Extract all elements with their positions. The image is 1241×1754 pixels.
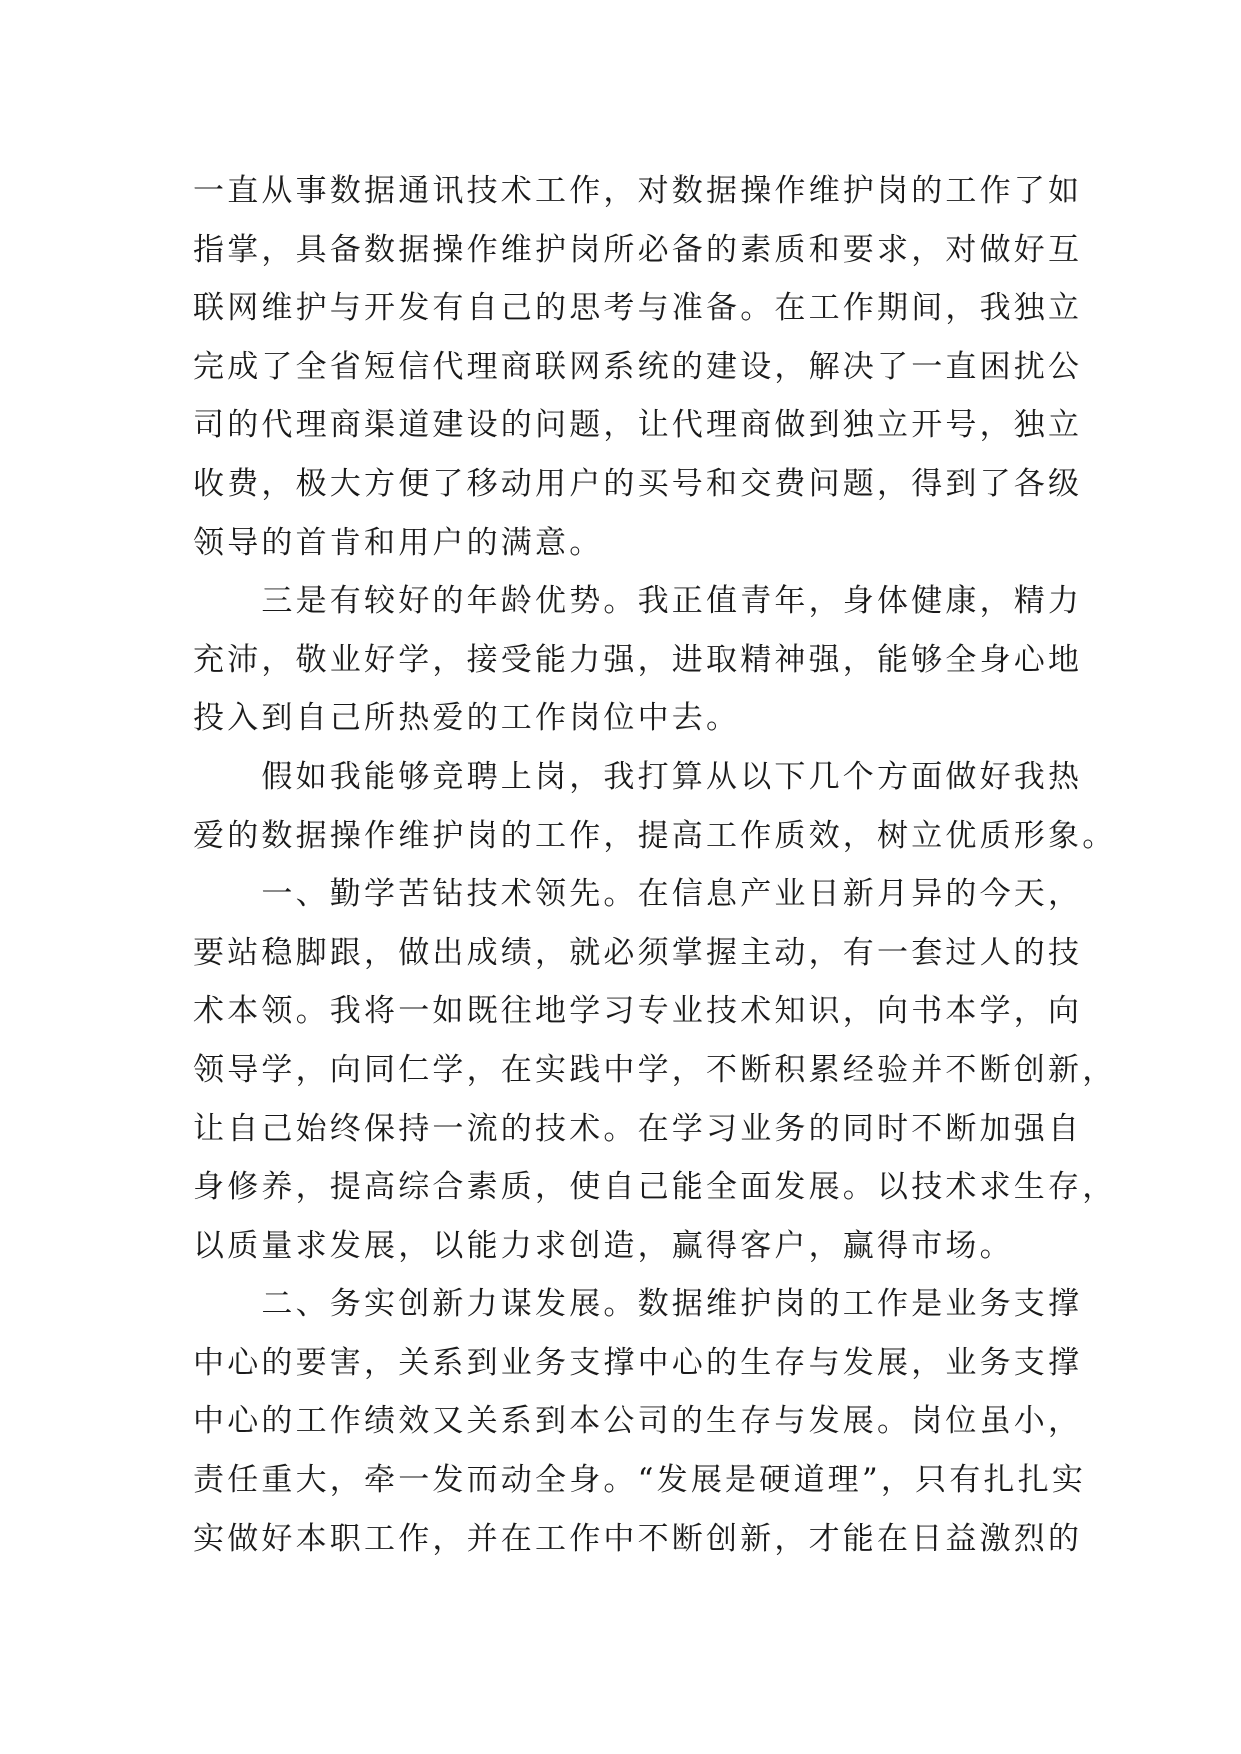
text-line: 爱的数据操作维护岗的工作，提高工作质效，树立优质形象。 bbox=[193, 817, 1117, 854]
text-line: 让自己始终保持一流的技术。在学习业务的同时不断加强自 bbox=[193, 1110, 1083, 1147]
text-line: 司的代理商渠道建设的问题，让代理商做到独立开号，独立 bbox=[193, 407, 1083, 444]
text-line: 联网维护与开发有自己的思考与准备。在工作期间，我独立 bbox=[193, 290, 1083, 327]
text-line: 身修养，提高综合素质，使自己能全面发展。以技术求生存， bbox=[193, 1169, 1117, 1206]
text-line: 三是有较好的年龄优势。我正值青年，身体健康，精力 bbox=[193, 583, 1083, 620]
text-line: 责任重大，牵一发而动全身。“发展是硬道理”，只有扎扎实 bbox=[193, 1462, 1087, 1499]
document-body bbox=[193, 162, 1117, 1568]
text-line: 实做好本职工作，并在工作中不断创新，才能在日益激烈的 bbox=[193, 1520, 1083, 1557]
text-line: 术本领。我将一如既往地学习专业技术知识，向书本学，向 bbox=[193, 993, 1083, 1030]
text-line: 以质量求发展，以能力求创造，赢得客户，赢得市场。 bbox=[193, 1227, 1014, 1264]
text-line: 假如我能够竞聘上岗，我打算从以下几个方面做好我热 bbox=[193, 758, 1083, 795]
text-line: 完成了全省短信代理商联网系统的建设，解决了一直困扰公 bbox=[193, 348, 1083, 385]
paragraph-1 bbox=[193, 162, 1083, 572]
text-line: 一直从事数据通讯技术工作，对数据操作维护岗的工作了如 bbox=[193, 173, 1083, 209]
text-line: 投入到自己所热爱的工作岗位中去。 bbox=[193, 700, 741, 737]
text-line: 收费，极大方便了移动用户的买号和交费问题，得到了各级 bbox=[193, 465, 1083, 502]
text-line: 要站稳脚跟，做出成绩，就必须掌握主动，有一套过人的技 bbox=[193, 934, 1083, 971]
text-line: 领导学，向同仁学，在实践中学，不断积累经验并不断创新， bbox=[193, 1051, 1117, 1088]
text-line: 领导的首肯和用户的满意。 bbox=[193, 524, 604, 561]
paragraph-4 bbox=[193, 865, 1117, 1275]
paragraph-5 bbox=[193, 1275, 1087, 1568]
paragraph-2 bbox=[193, 572, 1083, 748]
text-line: 中心的工作绩效又关系到本公司的生存与发展。岗位虽小， bbox=[193, 1403, 1083, 1440]
text-line: 指掌，具备数据操作维护岗所必备的素质和要求，对做好互 bbox=[193, 231, 1083, 268]
text-line: 一、勤学苦钻技术领先。在信息产业日新月异的今天， bbox=[193, 876, 1083, 913]
text-line: 中心的要害，关系到业务支撑中心的生存与发展，业务支撑 bbox=[193, 1344, 1083, 1381]
text-line: 二、务实创新力谋发展。数据维护岗的工作是业务支撑 bbox=[193, 1286, 1083, 1323]
text-line: 充沛，敬业好学，接受能力强，进取精神强，能够全身心地 bbox=[193, 641, 1083, 678]
paragraph-3 bbox=[193, 748, 1117, 865]
